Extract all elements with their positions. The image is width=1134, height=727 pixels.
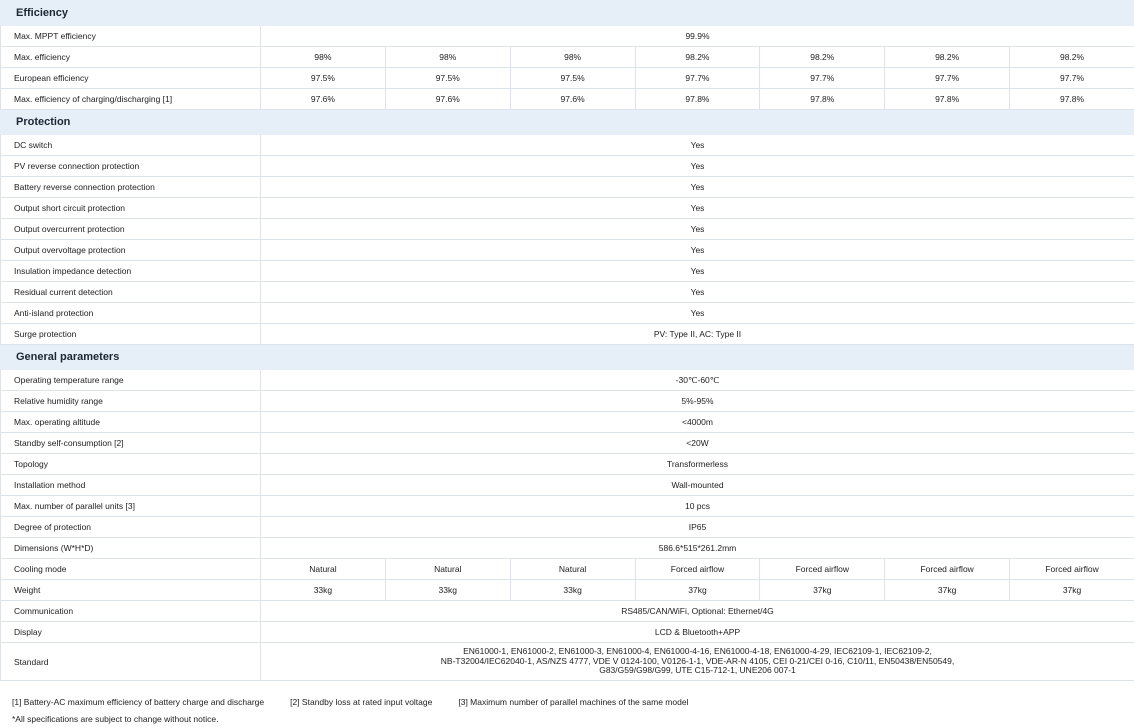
section-title: General parameters	[1, 345, 1134, 370]
row-value-span: Yes	[261, 282, 1134, 303]
row-value: Forced airflow	[1010, 559, 1134, 580]
row-label: Output short circuit protection	[1, 198, 261, 219]
section-header-protection	[1, 110, 1134, 135]
row-value-span	[261, 643, 1134, 681]
row-label: Standard	[1, 643, 261, 681]
row-value-span: LCD & Bluetooth+APP	[261, 622, 1134, 643]
row-value-span: Yes	[261, 177, 1134, 198]
row-value-span: 5%-95%	[261, 391, 1134, 412]
row-value-span: Yes	[261, 135, 1134, 156]
row-value-span: IP65	[261, 517, 1134, 538]
row-label: PV reverse connection protection	[1, 156, 261, 177]
table-row	[1, 282, 1134, 303]
row-label: Battery reverse connection protection	[1, 177, 261, 198]
table-row	[1, 177, 1134, 198]
table-row	[1, 517, 1134, 538]
row-value: 97.5%	[510, 68, 635, 89]
row-value-span: Yes	[261, 156, 1134, 177]
table-row	[1, 47, 1134, 68]
row-value: Forced airflow	[635, 559, 760, 580]
row-value: 98.2%	[885, 47, 1010, 68]
footnote-3: [3] Maximum number of parallel machines of the same model	[458, 697, 689, 707]
table-row	[1, 538, 1134, 559]
table-row	[1, 580, 1134, 601]
row-label: Max. MPPT efficiency	[1, 26, 261, 47]
standard-line: EN61000-1, EN61000-2, EN61000-3, EN61000-4, EN61000-4-16, EN61000-4-18, EN61000-4-29, IEC62109-1, IEC62109-2,	[463, 646, 932, 657]
section-title: Efficiency	[1, 1, 1134, 26]
row-label: DC switch	[1, 135, 261, 156]
row-label: Anti-island protection	[1, 303, 261, 324]
row-value: Natural	[261, 559, 386, 580]
footnote-1: [1] Battery-AC maximum efficiency of battery charge and discharge	[12, 697, 265, 707]
table-row	[1, 156, 1134, 177]
disclaimer: *All specifications are subject to change without notice.	[12, 714, 219, 724]
row-label: European efficiency	[1, 68, 261, 89]
row-value: Natural	[385, 559, 510, 580]
row-value-span: -30℃-60℃	[261, 370, 1134, 391]
row-value: Natural	[510, 559, 635, 580]
row-value: 97.7%	[1010, 68, 1134, 89]
table-row	[1, 412, 1134, 433]
table-row	[1, 324, 1134, 345]
row-value-span: Yes	[261, 303, 1134, 324]
row-label: Standby self-consumption [2]	[1, 433, 261, 454]
row-label: Topology	[1, 454, 261, 475]
row-value: 33kg	[261, 580, 386, 601]
section-header-general	[1, 345, 1134, 370]
row-value: 97.6%	[261, 89, 386, 110]
row-label: Output overcurrent protection	[1, 219, 261, 240]
row-label: Max. efficiency	[1, 47, 261, 68]
table-row	[1, 622, 1134, 643]
row-value: 97.5%	[385, 68, 510, 89]
row-value-span: <20W	[261, 433, 1134, 454]
table-row	[1, 198, 1134, 219]
row-value: 98%	[385, 47, 510, 68]
row-value-span: Yes	[261, 240, 1134, 261]
section-header-efficiency	[1, 1, 1134, 26]
table-row	[1, 135, 1134, 156]
row-value: 97.8%	[1010, 89, 1134, 110]
row-value-span: <4000m	[261, 412, 1134, 433]
table-row	[1, 261, 1134, 282]
row-value-span: RS485/CAN/WiFi, Optional: Ethernet/4G	[261, 601, 1134, 622]
row-label: Max. operating altitude	[1, 412, 261, 433]
row-label: Relative humidity range	[1, 391, 261, 412]
row-value-span: Wall-mounted	[261, 475, 1134, 496]
standard-line: NB-T32004/IEC62040-1, AS/NZS 4777, VDE V 0124-100, V0126-1-1, VDE-AR-N 4105, CEI 0-21/CEI 0-16, C10/11, EN50438/EN50549,	[440, 655, 955, 666]
table-row	[1, 643, 1134, 681]
row-value: 37kg	[885, 580, 1010, 601]
row-value-span: Transformerless	[261, 454, 1134, 475]
row-value: 98%	[261, 47, 386, 68]
row-value: 37kg	[635, 580, 760, 601]
row-label: Degree of protection	[1, 517, 261, 538]
standard-line: G83/G59/G98/G99, UTE C15-712-1, UNE206 007-1	[599, 665, 796, 676]
table-row	[1, 454, 1134, 475]
table-row	[1, 559, 1134, 580]
row-value: 97.6%	[385, 89, 510, 110]
table-row	[1, 433, 1134, 454]
row-label: Insulation impedance detection	[1, 261, 261, 282]
row-value: 97.8%	[885, 89, 1010, 110]
table-row	[1, 219, 1134, 240]
row-value-span: 586.6*515*261.2mm	[261, 538, 1134, 559]
row-value-span: Yes	[261, 219, 1134, 240]
row-value: Forced airflow	[885, 559, 1010, 580]
spec-table-body	[1, 1, 1134, 681]
table-row	[1, 26, 1134, 47]
row-value: 98.2%	[635, 47, 760, 68]
row-label: Output overvoltage protection	[1, 240, 261, 261]
row-label: Weight	[1, 580, 261, 601]
table-row	[1, 391, 1134, 412]
row-value-span: Yes	[261, 261, 1134, 282]
row-label: Operating temperature range	[1, 370, 261, 391]
table-row	[1, 303, 1134, 324]
row-label: Communication	[1, 601, 261, 622]
footnote-2: [2] Standby loss at rated input voltage	[290, 697, 433, 707]
row-value: 97.5%	[261, 68, 386, 89]
row-value: 33kg	[385, 580, 510, 601]
row-value: 97.8%	[635, 89, 760, 110]
row-value: 37kg	[760, 580, 885, 601]
row-label: Display	[1, 622, 261, 643]
row-label: Dimensions (W*H*D)	[1, 538, 261, 559]
row-value: 98.2%	[1010, 47, 1134, 68]
row-value-span: 10 pcs	[261, 496, 1134, 517]
row-value: 98.2%	[760, 47, 885, 68]
section-title: Protection	[1, 110, 1134, 135]
row-value: 97.7%	[885, 68, 1010, 89]
table-row	[1, 475, 1134, 496]
row-label: Surge protection	[1, 324, 261, 345]
table-row	[1, 240, 1134, 261]
table-row	[1, 601, 1134, 622]
row-value: 97.7%	[760, 68, 885, 89]
table-row	[1, 370, 1134, 391]
row-label: Installation method	[1, 475, 261, 496]
row-label: Residual current detection	[1, 282, 261, 303]
table-row	[1, 68, 1134, 89]
row-value: 97.7%	[635, 68, 760, 89]
row-label: Max. efficiency of charging/discharging [1]	[1, 89, 261, 110]
row-value: 97.8%	[760, 89, 885, 110]
row-label: Cooling mode	[1, 559, 261, 580]
row-value-span: Yes	[261, 198, 1134, 219]
footnotes	[12, 697, 714, 724]
row-value: Forced airflow	[760, 559, 885, 580]
row-value: 37kg	[1010, 580, 1134, 601]
row-value-span: 99.9%	[261, 26, 1134, 47]
row-label: Max. number of parallel units [3]	[1, 496, 261, 517]
row-value: 33kg	[510, 580, 635, 601]
table-row	[1, 496, 1134, 517]
row-value: 98%	[510, 47, 635, 68]
table-row	[1, 89, 1134, 110]
row-value: 97.6%	[510, 89, 635, 110]
row-value-span: PV: Type II, AC: Type II	[261, 324, 1134, 345]
